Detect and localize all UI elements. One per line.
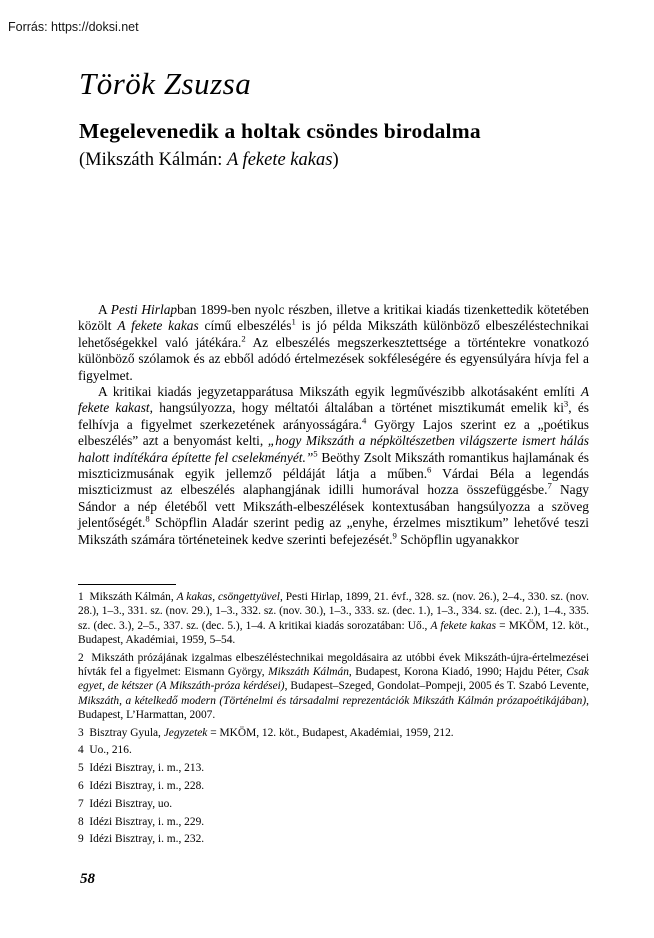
footnote-item (78, 815, 589, 829)
text-segment: ) (332, 150, 339, 170)
text-segment: 2 Mikszáth prózájának izgalmas elbeszéléstechnikai megoldásaira az utóbbi évek Mikszáth-újra-értelmezései hívták fel a figyelmet: Eismann György, (78, 651, 589, 678)
footnote-reference: 1 (291, 316, 296, 327)
text-segment: A fekete kakas (226, 150, 333, 170)
footnote-item (78, 743, 589, 757)
text-segment: Mikszáth Kálmán (268, 665, 349, 678)
text-segment: , Budapest–Szeged, Gondolat–Pompeji, 2005 és T. Szabó Levente, (284, 680, 589, 693)
article-author: Török Zsuzsa (79, 66, 252, 101)
page-number: 58 (80, 871, 95, 887)
text-segment: Beöthy Zsolt Mikszáth romantikus hajlamának és miszticizmusának egyik jellemző példáját látja a műben. (78, 449, 589, 482)
footnote-reference: 2 (241, 333, 246, 344)
footnote-item (78, 779, 589, 793)
text-segment: 9 Idézi Bisztray, i. m., 232. (78, 833, 205, 846)
text-segment: ban 1899-ben nyolc részben, illetve a kritikai kiadás tizenkettedik kötetében közölt (78, 302, 589, 334)
footnote-item (78, 832, 589, 846)
footnote-reference: 9 (392, 530, 397, 541)
text-segment: Mikszáth, a kételkedő modern (Történelmi és társadalmi reprezentációk Mikszáth Kálmán prózapoétikájában) (78, 694, 587, 707)
body-paragraph (78, 384, 589, 548)
text-segment: , és felhívja a figyelmet szerkezetének arányosságára. (78, 400, 589, 432)
text-segment: 1 Mikszáth Kálmán, (78, 591, 177, 603)
text-segment: 3 Bisztray Gyula, (78, 726, 164, 739)
footnote-reference: 6 (427, 464, 432, 475)
text-segment: A fekete kakast (78, 384, 589, 416)
text-segment: A fekete kakas (117, 318, 199, 334)
text-segment: Az elbeszélés megszerkesztettsége a történtekre vonatkozó különböző szólamok és az ebből adódó értelmezések sokféleségére és egyensúlyára hívja fel a figyelmet. (78, 334, 589, 383)
article-body (78, 302, 589, 548)
text-segment: , Budapest, Korona Kiadó, 1990; Hajdu Péter, (348, 665, 567, 678)
footnote-item (78, 761, 589, 775)
text-segment: = MKÖM, 12. köt., Budapest, Akadémiai, 1959, 5–54. (78, 619, 590, 646)
text-segment: 7 Idézi Bisztray, uo. (78, 797, 173, 810)
source-url-header: Forrás: https://doksi.net (8, 20, 139, 34)
text-segment: , Budapest, L’Harmattan, 2007. (78, 694, 589, 721)
footnote-item (78, 651, 589, 722)
article-title: Megelevenedik a holtak csöndes birodalma (79, 119, 481, 143)
text-segment: A kritikai kiadás jegyzetapparátusa Mikszáth egyik legművészibb alkotásaként említi (98, 384, 581, 400)
text-segment: A kakas, csöngettyüvel (176, 591, 280, 603)
text-segment: 8 Idézi Bisztray, i. m., 229. (78, 815, 205, 828)
footnote-item (78, 590, 589, 647)
text-segment: Nagy Sándor a nép életéből vett Mikszáth-elbeszélések kontextusában hangsúlyozza a szöveg jelentőségét. (78, 482, 589, 531)
body-paragraph (78, 302, 589, 384)
text-segment: (Mikszáth Kálmán: (79, 150, 227, 170)
text-segment: Schöpflin Aladár szerint pedig az „enyhe, érzelmes misztikum” lehetővé teszi Mikszáth számára történeteinek kedve szerinti befejezését. (78, 515, 589, 547)
text-segment: 6 Idézi Bisztray, i. m., 228. (78, 780, 205, 793)
text-segment: György Lajos szerint ez a „poétikus elbeszélés” azt a benyomást kelti, (78, 416, 589, 449)
text-segment: 4 Uo., 216. (78, 744, 132, 757)
footnote-reference: 5 (313, 448, 318, 459)
footnote-separator-rule (78, 584, 176, 585)
footnote-reference: 4 (362, 415, 367, 426)
footnote-reference: 8 (145, 513, 150, 524)
text-segment: , hangsúlyozza, hogy méltatói általában a történet misztikumát emelik ki (149, 400, 564, 416)
text-segment: című elbeszélés (198, 318, 292, 334)
footnote-item (78, 726, 589, 740)
text-segment: Schöpflin ugyanakkor (396, 531, 519, 547)
text-segment: A fekete kakas (430, 619, 497, 632)
footnote-reference: 3 (563, 398, 569, 409)
text-segment: is jó példa Mikszáth különböző elbeszéléstechnikai lehetőségekkel való játékára. (78, 318, 589, 350)
text-segment: Jegyzetek (163, 726, 208, 739)
footnote-reference: 7 (547, 481, 552, 491)
text-segment: A (98, 302, 111, 317)
text-segment: Várdai Béla a legendás miszticizmust az elbeszélés alaphangjának idilli humorával hozza összefüggésbe. (78, 466, 589, 498)
text-segment: 5 Idézi Bisztray, i. m., 213. (78, 762, 205, 775)
text-segment: „hogy Mikszáth a népköltészetben világszerte ismert hálás halott indítékára építette fel cselekményét.” (78, 433, 589, 465)
footnote-item (78, 797, 589, 811)
text-segment: Csak egyet, de kétszer (A Mikszáth-próza kérdései) (78, 665, 589, 693)
text-segment: = MKÖM, 12. köt., Budapest, Akadémiai, 1959, 212. (207, 726, 454, 739)
footnotes-section (78, 590, 589, 850)
text-segment: , Pesti Hirlap, 1899, 21. évf., 328. sz. (nov. 26.), 2–4., 330. sz. (nov. 28.), 1–3., 331. sz. (nov. 29.), 1–3., 332. sz. (nov. 30.), 1–3., 333. sz. (dec. 1.), 1–3., 334. sz. (dec. 2.), 1–4., 335. sz. (dec. 3.), 2–5., 337. sz. (dec. 5.), 1–4. A kritikai kiadás sorozatában: Uő., (78, 591, 589, 632)
article-subtitle (79, 149, 339, 172)
text-segment: Pesti Hirlap (110, 302, 178, 317)
